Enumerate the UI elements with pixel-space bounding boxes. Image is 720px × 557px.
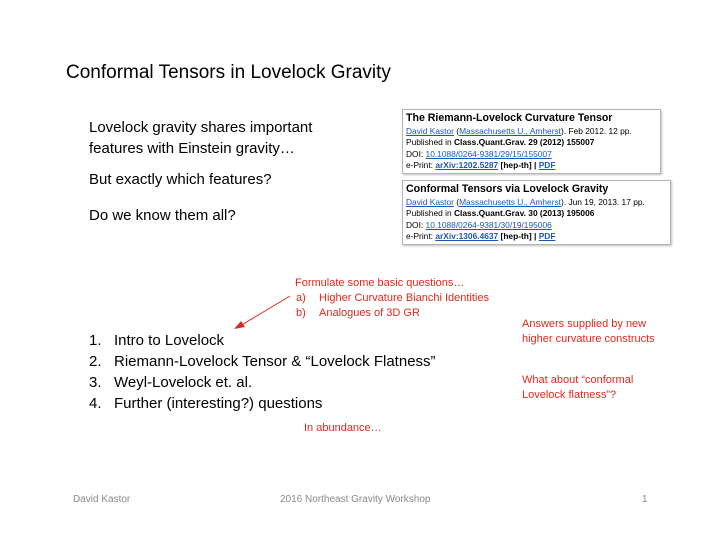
reference-title: The Riemann-Lovelock Curvature Tensor — [406, 112, 613, 124]
outline-item: 3. Weyl-Lovelock et. al. — [89, 374, 253, 391]
doi-link[interactable]: 10.1088/0264-9381/29/15/155007 — [425, 148, 552, 159]
formulate-item: b) Analogues of 3D GR — [296, 307, 420, 319]
slide-title: Conformal Tensors in Lovelock Gravity — [66, 62, 391, 83]
reference-published-line: Published in Class.Quant.Grav. 29 (2012) 155007 — [406, 137, 595, 148]
reference-author-line: David Kastor (Massachusetts U., Amherst). Jun 19, 2013. 17 pp. — [406, 197, 645, 207]
affiliation-link[interactable]: Massachusetts U., Amherst — [459, 126, 562, 136]
affiliation-link[interactable]: Massachusetts U., Amherst — [459, 197, 562, 207]
footer-event: 2016 Northeast Gravity Workshop — [280, 494, 431, 505]
question-which-features: But exactly which features? — [89, 171, 272, 188]
reference-title: Conformal Tensors via Lovelock Gravity — [406, 183, 609, 195]
author-link[interactable]: David Kastor — [406, 197, 454, 207]
reference-author-line: David Kastor (Massachusetts U., Amherst). Feb 2012. 12 pp. — [406, 126, 632, 136]
page-number: 1 — [642, 494, 648, 505]
pdf-link[interactable]: PDF — [538, 159, 556, 170]
reference-eprint-line: e-Print: arXiv:1202.5287 [hep-th] | PDF — [406, 159, 556, 170]
answers-note: Answers supplied by new higher curvature constructs — [522, 318, 655, 345]
outline-item: 1. Intro to Lovelock — [89, 332, 225, 349]
arxiv-link[interactable]: arXiv:1202.5287 — [435, 159, 499, 170]
reference-published-line: Published in Class.Quant.Grav. 30 (2013) 195006 — [406, 208, 595, 219]
abundance-note: In abundance… — [304, 422, 382, 434]
arxiv-link[interactable]: arXiv:1306.4637 — [435, 230, 499, 241]
question-know-all: Do we know them all? — [89, 207, 236, 224]
footer-author: David Kastor — [73, 494, 131, 505]
reference-eprint-line: e-Print: arXiv:1306.4637 [hep-th] | PDF — [406, 230, 556, 241]
outline-list — [89, 330, 436, 414]
doi-link[interactable]: 10.1088/0264-9381/30/19/195006 — [425, 219, 552, 230]
formulate-item: a) Higher Curvature Bianchi Identities — [296, 292, 489, 304]
outline-item: 2. Riemann-Lovelock Tensor & “Lovelock Flatness” — [89, 353, 436, 370]
intro-text: Lovelock gravity shares important features with Einstein gravity… — [89, 119, 313, 157]
reference-doi-line: DOI: 10.1088/0264-9381/30/19/195006 — [406, 219, 552, 230]
outline-item: 4. Further (interesting?) questions — [89, 395, 323, 412]
reference-doi-line: DOI: 10.1088/0264-9381/29/15/155007 — [406, 148, 552, 159]
author-link[interactable]: David Kastor — [406, 126, 454, 136]
conformal-flatness-note: What about “conformal Lovelock flatness”? — [522, 374, 634, 401]
formulate-heading: Formulate some basic questions… — [295, 277, 465, 289]
pdf-link[interactable]: PDF — [538, 230, 556, 241]
